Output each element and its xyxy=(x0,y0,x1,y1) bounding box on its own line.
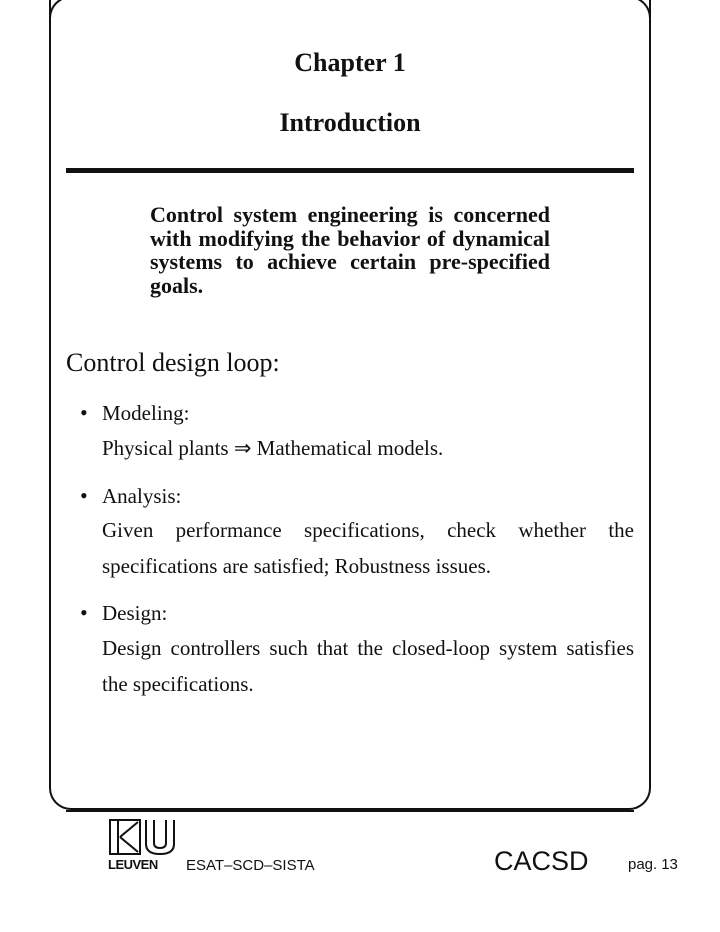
item-body: Physical plants ⇒ Mathematical models. xyxy=(102,436,444,460)
section-heading: Control design loop: xyxy=(66,348,280,377)
logo-text: LEUVEN xyxy=(108,857,158,872)
bullet-icon: • xyxy=(80,600,88,625)
item-heading: Analysis: xyxy=(102,484,182,508)
bullet-icon: • xyxy=(80,483,88,508)
page-number xyxy=(628,856,678,873)
page-number-value: 13 xyxy=(661,856,678,873)
title-rule xyxy=(66,168,634,173)
footer-organization: ESAT–SCD–SISTA xyxy=(186,857,315,874)
bullet-icon: • xyxy=(80,400,88,425)
item-body: Design controllers such that the closed-loop system satisfies the specifications. xyxy=(102,636,634,696)
footer-course-title: CACSD xyxy=(494,846,589,876)
item-heading: Design: xyxy=(102,601,168,625)
item-body: Given performance specifications, check whether the specifications are satisfied; Robustness issues. xyxy=(102,518,634,578)
frame-corner xyxy=(49,0,75,22)
page-title: Introduction xyxy=(279,108,421,137)
abstract-text: Control system engineering is concerned with modifying the behavior of dynamical systems to achieve certain pre-specified goals. xyxy=(150,202,550,298)
chapter-label: Chapter 1 xyxy=(294,48,406,77)
footer-rule xyxy=(66,810,634,812)
frame-corner xyxy=(625,0,651,22)
page-label: pag. xyxy=(628,856,658,873)
item-heading: Modeling: xyxy=(102,401,190,425)
